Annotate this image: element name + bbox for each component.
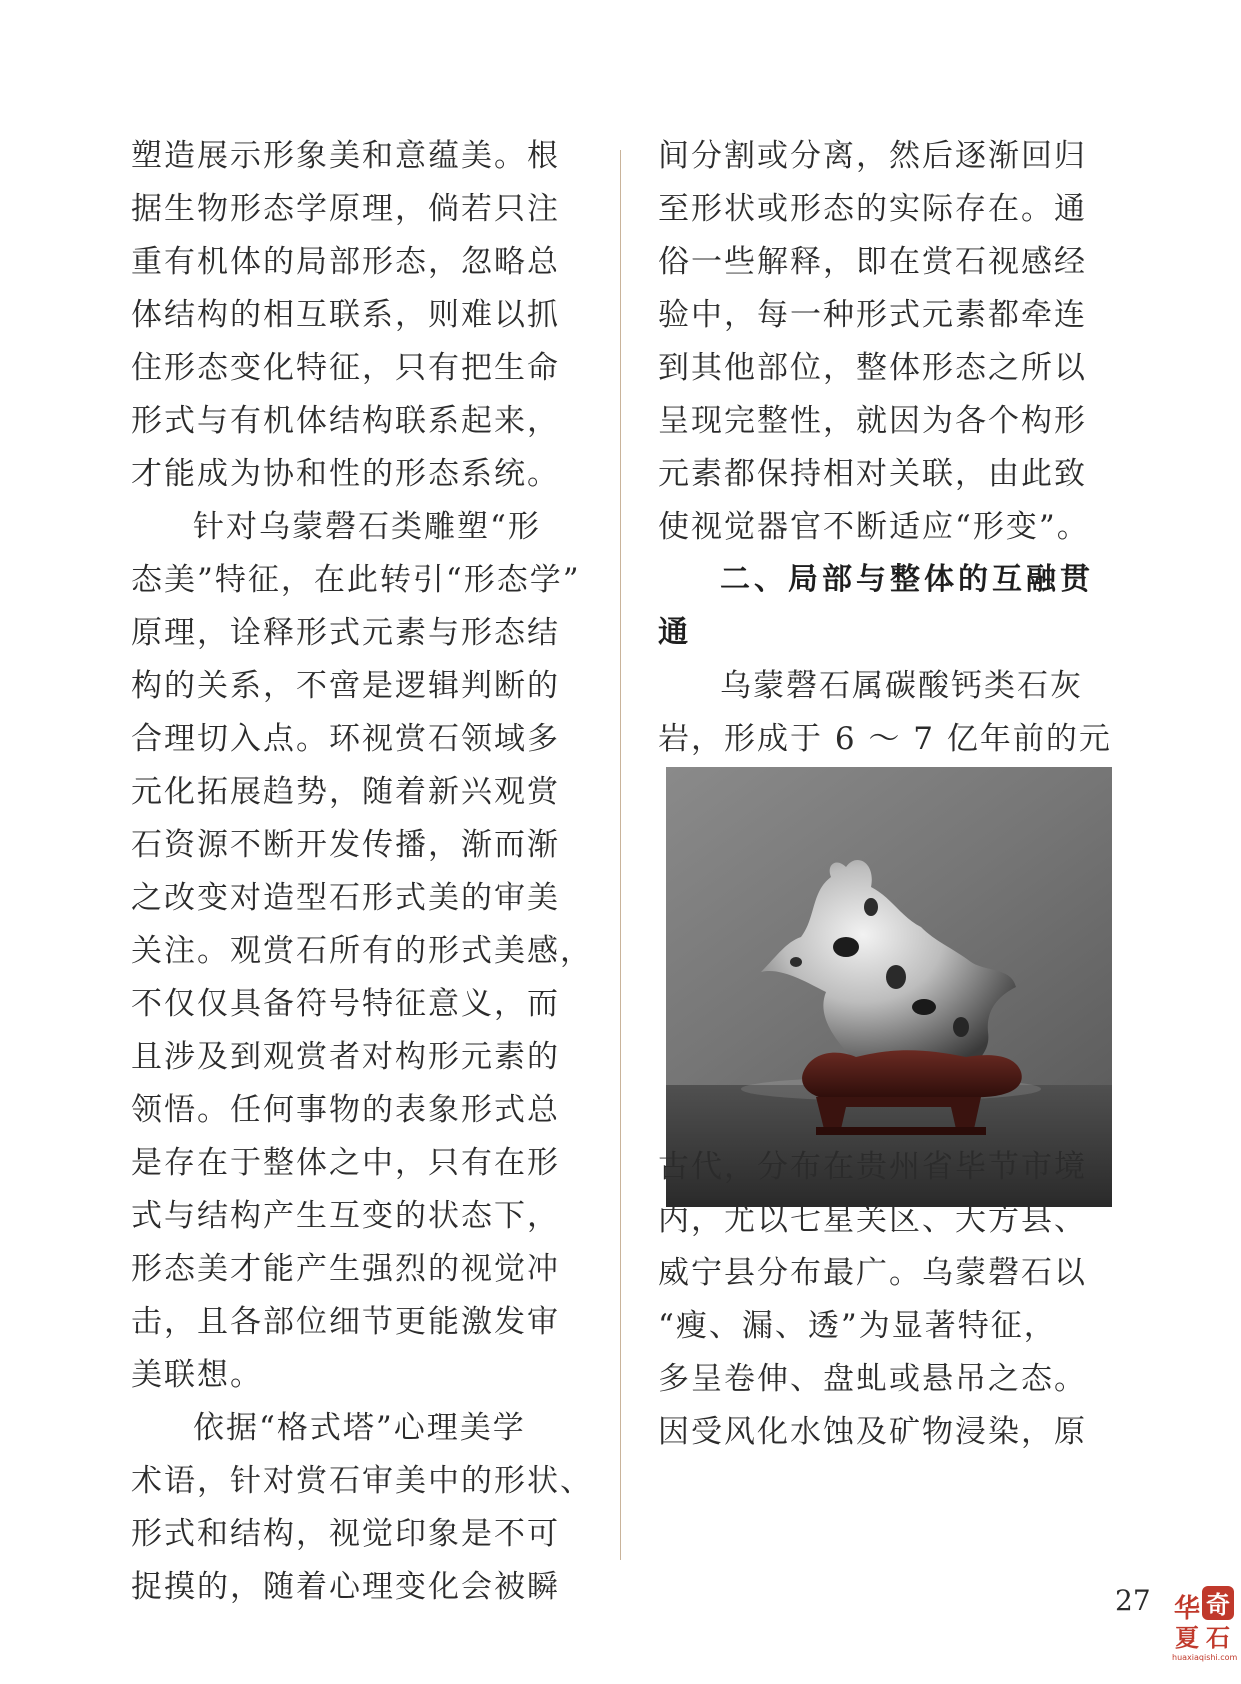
logo-char: 石: [1206, 1624, 1230, 1650]
body-line: 式与结构产生互变的状态下，: [131, 1198, 560, 1234]
body-line: 关注。观赏石所有的形式美感，: [131, 933, 593, 969]
body-line: 形式与有机体结构联系起来，: [131, 403, 560, 439]
body-line: 术语，针对赏石审美中的形状、: [131, 1463, 593, 1499]
body-line: 美联想。: [131, 1357, 263, 1393]
body-line: 才能成为协和性的形态系统。: [131, 456, 560, 492]
body-line: 针对乌蒙磬石类雕塑“形: [193, 509, 541, 545]
body-line: “瘦、漏、透”为显著特征，: [658, 1308, 1057, 1344]
body-line: 击，且各部位细节更能激发审: [131, 1304, 560, 1340]
body-line: 石资源不断开发传播，渐而渐: [131, 827, 560, 863]
body-line: 捉摸的，随着心理变化会被瞬: [131, 1569, 560, 1605]
right-column-lower: [658, 1151, 1118, 1469]
section-heading: 二、局部与整体的互融贯: [720, 562, 1094, 597]
body-line: 威宁县分布最广。乌蒙磬石以: [658, 1255, 1087, 1291]
body-line: 间分割或分离，然后逐渐回归: [658, 138, 1087, 174]
body-line: 至形状或形态的实际存在。通: [658, 191, 1087, 227]
logo-url: huaxiaqishi.com: [1172, 1653, 1238, 1662]
body-line: 内，尤以七星关区、大方县、: [658, 1202, 1087, 1238]
body-line: 住形态变化特征，只有把生命: [131, 350, 560, 386]
body-line: 多呈卷伸、盘虬或悬吊之态。: [658, 1361, 1087, 1397]
body-line: 合理切入点。环视赏石领域多: [131, 721, 560, 757]
body-line: 形态美才能产生强烈的视觉冲: [131, 1251, 560, 1287]
column-divider: [620, 150, 621, 1560]
body-line: 塑造展示形象美和意蕴美。根: [131, 138, 560, 174]
body-line: 因受风化水蚀及矿物浸染，原: [658, 1414, 1087, 1450]
body-line: 形式和结构，视觉印象是不可: [131, 1516, 560, 1552]
right-column: [658, 140, 1118, 776]
site-logo-icon: [1172, 1586, 1234, 1650]
body-line: 不仅仅具备符号特征意义，而: [131, 986, 560, 1022]
body-line: 原理，诠释形式元素与形态结: [131, 615, 560, 651]
page-number: 27: [1115, 1584, 1151, 1617]
body-line: 岩，形成于 6 ～ 7 亿年前的元: [658, 721, 1112, 757]
stone-photo: [666, 767, 1112, 1207]
body-line: 构的关系，不啻是逻辑判断的: [131, 668, 560, 704]
body-line: 据生物形态学原理，倘若只注: [131, 191, 560, 227]
body-line: 俗一些解释，即在赏石视感经: [658, 244, 1087, 280]
body-line: 呈现完整性，就因为各个构形: [658, 403, 1087, 439]
stone-photo-illustration: [666, 767, 1112, 1207]
body-line: 且涉及到观赏者对构形元素的: [131, 1039, 560, 1075]
body-line: 到其他部位，整体形态之所以: [658, 350, 1087, 386]
body-line: 元化拓展趋势，随着新兴观赏: [131, 774, 560, 810]
body-line: 之改变对造型石形式美的审美: [131, 880, 560, 916]
logo-char: 奇: [1206, 1591, 1230, 1619]
left-column: [131, 138, 593, 1624]
body-line: 元素都保持相对关联，由此致: [658, 456, 1087, 492]
body-line: 态美”特征，在此转引“形态学”: [131, 562, 581, 598]
body-line: 依据“格式塔”心理美学: [193, 1410, 526, 1446]
body-line: 体结构的相互联系，则难以抓: [131, 297, 560, 333]
section-heading-continued: 通: [658, 615, 692, 650]
body-line: 古代，分布在贵州省毕节市境: [658, 1149, 1087, 1185]
body-line: 验中，每一种形式元素都牵连: [658, 297, 1087, 333]
body-line: 是存在于整体之中，只有在形: [131, 1145, 560, 1181]
body-line: 使视觉器官不断适应“形变”。: [658, 509, 1090, 545]
logo-char: 华: [1173, 1594, 1201, 1624]
body-line: 乌蒙磬石属碳酸钙类石灰: [720, 668, 1083, 704]
logo-char: 夏: [1175, 1624, 1199, 1650]
body-line: 重有机体的局部形态，忽略总: [131, 244, 560, 280]
body-line: 领悟。任何事物的表象形式总: [131, 1092, 560, 1128]
